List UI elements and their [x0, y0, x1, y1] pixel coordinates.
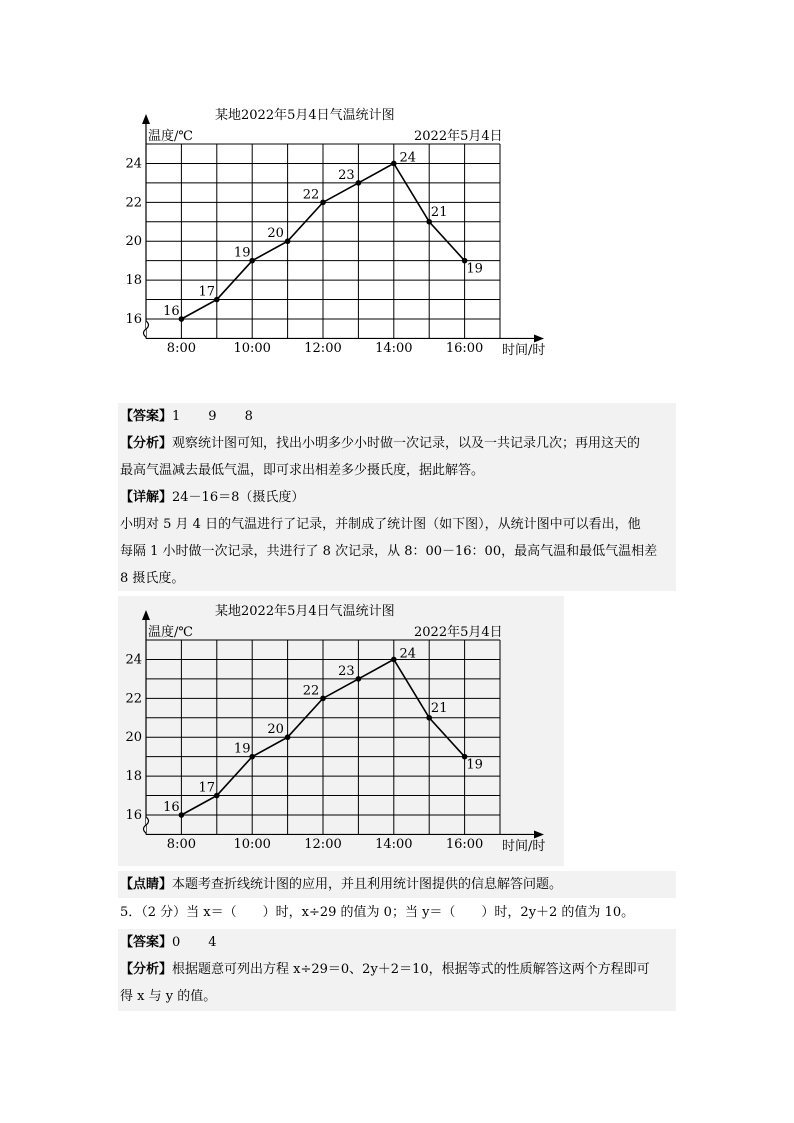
y-tick-label: 22	[125, 691, 142, 707]
detail-formula: 24－16＝8（摄氏度）	[172, 490, 305, 505]
data-point	[391, 657, 397, 663]
y-tick-label: 18	[125, 273, 142, 289]
data-point	[426, 715, 432, 721]
y-tick-label: 22	[125, 195, 142, 211]
x-tick-label: 12:00	[304, 341, 342, 356]
x-tick-label: 14:00	[375, 837, 413, 852]
data-label: 16	[163, 800, 180, 815]
chart-date-label: 2022年5月4日	[414, 625, 503, 640]
axis-break-mark	[144, 817, 149, 833]
data-label: 23	[338, 167, 355, 183]
y-tick-label: 20	[125, 730, 142, 746]
data-label: 19	[466, 261, 483, 277]
answer-tag: 【答案】	[120, 935, 173, 950]
x-tick-label: 8:00	[166, 837, 197, 852]
y-tick-label: 24	[125, 652, 142, 668]
data-label: 24	[399, 150, 417, 166]
analysis-text-1: 观察统计图可知，找出小明多少小时做一次记录，以及一共记录几次；再用这天的	[172, 436, 641, 451]
x-tick-label: 10:00	[233, 341, 271, 356]
y-axis-label: 温度/℃	[148, 625, 193, 640]
y-axis-arrow	[142, 610, 150, 620]
x-axis-arrow	[534, 830, 544, 838]
chart-title: 某地2022年5月4日气温统计图	[215, 604, 395, 619]
data-label: 23	[338, 663, 355, 679]
data-label: 17	[198, 780, 216, 796]
data-point	[356, 676, 362, 682]
answer-value-2: 4	[208, 935, 217, 950]
analysis-tag: 【分析】	[120, 436, 173, 451]
data-label: 22	[302, 683, 320, 699]
data-label: 20	[267, 722, 284, 738]
answer-value-2: 9	[208, 409, 217, 424]
data-point	[320, 200, 326, 206]
data-label: 24	[399, 646, 417, 662]
answer-line-q5	[118, 929, 676, 956]
y-axis-arrow	[142, 114, 150, 124]
data-label: 17	[198, 284, 216, 300]
analysis-line-1	[118, 430, 676, 457]
y-axis-label: 温度/℃	[148, 129, 193, 144]
data-label: 19	[466, 757, 483, 773]
x-tick-label: 10:00	[233, 837, 271, 852]
data-point	[391, 161, 397, 167]
chart-title: 某地2022年5月4日气温统计图	[215, 108, 395, 123]
x-tick-label: 14:00	[375, 341, 413, 356]
detail-text-3: 8 摄氏度。	[120, 571, 185, 586]
x-tick-label: 16:00	[445, 341, 484, 356]
y-tick-label: 16	[125, 808, 142, 823]
answer-section-q4	[118, 403, 676, 591]
data-label: 21	[430, 204, 448, 220]
answer-value-1: 0	[172, 935, 181, 950]
x-axis-label: 时间/时	[502, 839, 546, 854]
analysis-line-1	[118, 956, 676, 983]
temperature-chart-2	[118, 596, 564, 866]
question-5	[118, 899, 676, 926]
x-tick-label: 16:00	[445, 837, 484, 852]
data-label: 21	[430, 700, 448, 716]
data-point	[285, 238, 291, 244]
detail-text-1: 小明对 5 月 4 日的气温进行了记录，并制成了统计图（如下图），从统计图中可以看出，他	[120, 517, 641, 532]
detail-text-2: 每隔 1 小时做一次记录，共进行了 8 次记录，从 8：00－16：00，最高气温和最低气温相差	[120, 544, 658, 559]
comment-tag: 【点睛】	[120, 877, 173, 892]
data-label: 16	[163, 304, 180, 319]
detail-tag: 【详解】	[120, 490, 173, 505]
data-point	[320, 696, 326, 702]
y-tick-label: 20	[125, 234, 142, 250]
temperature-chart-1	[118, 100, 564, 370]
data-point	[426, 219, 432, 225]
analysis-line-2: 最高气温减去最低气温，即可求出相差多少摄氏度，据此解答。	[120, 463, 485, 478]
data-label: 22	[302, 187, 320, 203]
comment-section-q4	[118, 871, 676, 898]
y-tick-label: 18	[125, 769, 142, 785]
x-axis-arrow	[534, 334, 544, 342]
answer-value-3: 8	[244, 409, 253, 424]
answer-tag: 【答案】	[120, 409, 173, 424]
x-tick-label: 8:00	[166, 341, 197, 356]
answer-section-q5	[118, 929, 676, 1011]
chart-date-label: 2022年5月4日	[414, 129, 503, 144]
line-chart-svg	[118, 596, 564, 866]
analysis-line-2: 得 x 与 y 的值。	[120, 989, 217, 1004]
y-tick-label: 16	[125, 312, 142, 327]
analysis-tag: 【分析】	[120, 962, 173, 977]
x-tick-label: 12:00	[304, 837, 342, 852]
answer-line	[118, 403, 676, 430]
data-point	[356, 180, 362, 186]
answer-value-1: 1	[172, 409, 181, 424]
data-point	[285, 734, 291, 740]
data-label: 19	[233, 245, 251, 261]
axis-break-mark	[144, 321, 149, 337]
question-5-text: 5．（2 分）当 x＝（ ）时，x÷29 的值为 0；当 y＝（ ）时，2y＋2 的值为 10。	[120, 905, 635, 920]
data-label: 20	[267, 226, 284, 242]
analysis-text-1: 根据题意可列出方程 x÷29＝0、2y＋2＝10，根据等式的性质解答这两个方程即可	[172, 962, 650, 977]
y-tick-label: 24	[125, 156, 142, 172]
x-axis-label: 时间/时	[502, 343, 546, 358]
comment-text: 本题考查折线统计图的应用，并且利用统计图提供的信息解答问题。	[172, 877, 563, 892]
detail-line	[118, 484, 676, 511]
line-chart-svg	[118, 100, 564, 370]
data-label: 19	[233, 741, 251, 757]
